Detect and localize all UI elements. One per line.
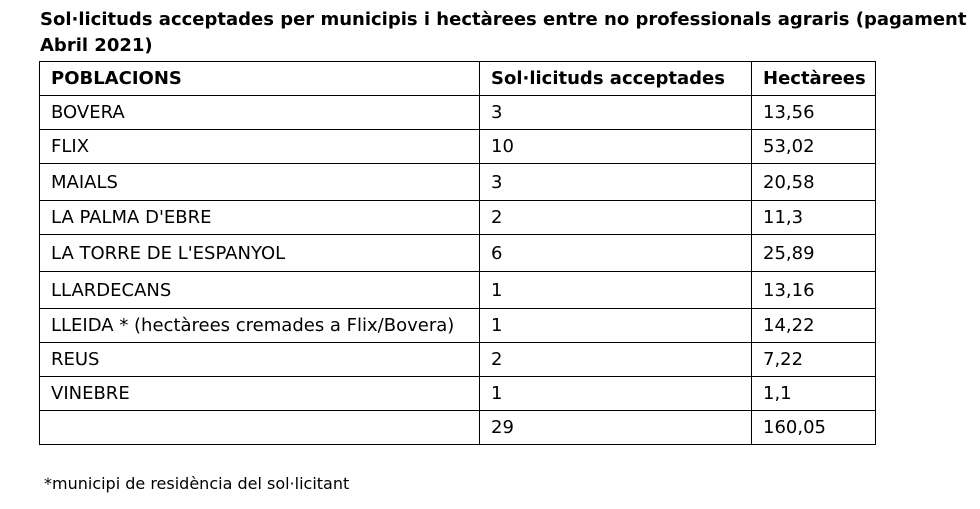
table-header-row bbox=[40, 62, 876, 96]
cell-hectarees: 13,16 bbox=[752, 272, 876, 309]
cell-poblacio bbox=[40, 411, 480, 445]
cell-poblacio: LA PALMA D'EBRE bbox=[40, 201, 480, 235]
table-row bbox=[40, 201, 876, 235]
column-header-sollicituds: Sol·licituds acceptades bbox=[480, 62, 752, 96]
table-row bbox=[40, 343, 876, 377]
cell-poblacio: MAIALS bbox=[40, 164, 480, 201]
table-row bbox=[40, 377, 876, 411]
cell-sollicituds: 6 bbox=[480, 235, 752, 272]
cell-hectarees: 1,1 bbox=[752, 377, 876, 411]
table-row bbox=[40, 96, 876, 130]
cell-poblacio: FLIX bbox=[40, 130, 480, 164]
cell-hectarees: 13,56 bbox=[752, 96, 876, 130]
column-header-hectarees: Hectàrees bbox=[752, 62, 876, 96]
cell-hectarees: 53,02 bbox=[752, 130, 876, 164]
table-row bbox=[40, 164, 876, 201]
cell-poblacio: VINEBRE bbox=[40, 377, 480, 411]
cell-sollicituds: 3 bbox=[480, 164, 752, 201]
footnote: *municipi de residència del sol·licitant bbox=[44, 474, 350, 493]
table-total-row bbox=[40, 411, 876, 445]
table-row bbox=[40, 272, 876, 309]
cell-hectarees: 25,89 bbox=[752, 235, 876, 272]
table-row bbox=[40, 309, 876, 343]
cell-sollicituds: 2 bbox=[480, 201, 752, 235]
column-header-poblacions: POBLACIONS bbox=[40, 62, 480, 96]
cell-hectarees: 7,22 bbox=[752, 343, 876, 377]
cell-hectarees: 14,22 bbox=[752, 309, 876, 343]
cell-poblacio: BOVERA bbox=[40, 96, 480, 130]
document-title: Sol·licituds acceptades per municipis i hectàrees entre no professionals agraris (pagament Abril 2021) bbox=[40, 9, 967, 56]
cell-sollicituds: 3 bbox=[480, 96, 752, 130]
cell-poblacio: REUS bbox=[40, 343, 480, 377]
cell-sollicituds: 1 bbox=[480, 377, 752, 411]
cell-hectarees: 11,3 bbox=[752, 201, 876, 235]
cell-sollicituds: 2 bbox=[480, 343, 752, 377]
table-row bbox=[40, 130, 876, 164]
cell-sollicituds: 1 bbox=[480, 272, 752, 309]
cell-poblacio: LA TORRE DE L'ESPANYOL bbox=[40, 235, 480, 272]
cell-sollicituds: 10 bbox=[480, 130, 752, 164]
cell-sollicituds: 1 bbox=[480, 309, 752, 343]
municipalities-table bbox=[39, 61, 876, 445]
cell-poblacio: LLARDECANS bbox=[40, 272, 480, 309]
cell-poblacio: LLEIDA * (hectàrees cremades a Flix/Bovera) bbox=[40, 309, 480, 343]
cell-total-hectarees: 160,05 bbox=[752, 411, 876, 445]
cell-total-sollicituds: 29 bbox=[480, 411, 752, 445]
cell-hectarees: 20,58 bbox=[752, 164, 876, 201]
table-row bbox=[40, 235, 876, 272]
